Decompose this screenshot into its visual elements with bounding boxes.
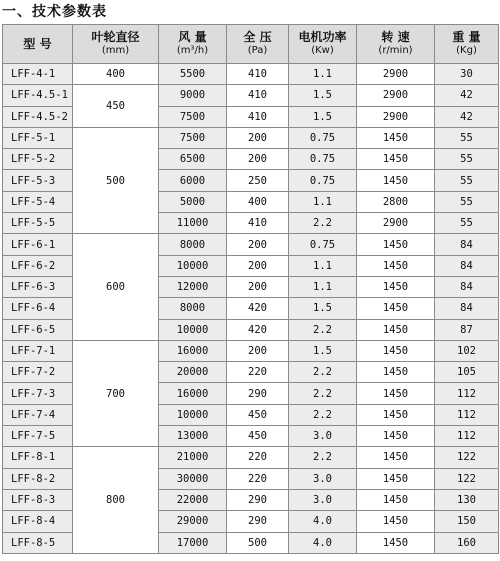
cell-model: LFF-5-2: [3, 149, 73, 170]
tech-spec-table: [2, 24, 499, 554]
cell-power: 1.1: [289, 191, 357, 212]
cell-speed: 1450: [357, 234, 435, 255]
cell-model: LFF-5-5: [3, 213, 73, 234]
cell-speed: 1450: [357, 340, 435, 361]
cell-diameter: 450: [73, 85, 159, 128]
cell-pressure: 410: [227, 213, 289, 234]
cell-power: 1.1: [289, 64, 357, 85]
cell-airflow: 7500: [159, 127, 227, 148]
cell-pressure: 250: [227, 170, 289, 191]
cell-weight: 87: [435, 319, 499, 340]
cell-pressure: 410: [227, 64, 289, 85]
cell-model: LFF-7-1: [3, 340, 73, 361]
table-row: [3, 64, 499, 85]
cell-speed: 1450: [357, 383, 435, 404]
cell-diameter: 500: [73, 127, 159, 233]
cell-airflow: 10000: [159, 255, 227, 276]
cell-pressure: 420: [227, 298, 289, 319]
table-row: [3, 447, 499, 468]
cell-airflow: 17000: [159, 532, 227, 553]
cell-model: LFF-6-4: [3, 298, 73, 319]
table-row: [3, 127, 499, 148]
cell-weight: 55: [435, 213, 499, 234]
cell-power: 0.75: [289, 127, 357, 148]
cell-diameter: 800: [73, 447, 159, 553]
cell-pressure: 220: [227, 468, 289, 489]
cell-pressure: 220: [227, 447, 289, 468]
cell-weight: 84: [435, 234, 499, 255]
cell-model: LFF-7-4: [3, 404, 73, 425]
cell-pressure: 200: [227, 255, 289, 276]
cell-weight: 55: [435, 127, 499, 148]
cell-speed: 2900: [357, 106, 435, 127]
cell-weight: 112: [435, 426, 499, 447]
cell-model: LFF-8-2: [3, 468, 73, 489]
cell-speed: 1450: [357, 489, 435, 510]
cell-airflow: 8000: [159, 234, 227, 255]
cell-airflow: 13000: [159, 426, 227, 447]
cell-pressure: 410: [227, 106, 289, 127]
cell-airflow: 11000: [159, 213, 227, 234]
cell-speed: 1450: [357, 298, 435, 319]
cell-power: 2.2: [289, 319, 357, 340]
cell-diameter: 400: [73, 64, 159, 85]
header-diameter: 叶轮直径 (mm): [73, 25, 159, 64]
cell-speed: 2800: [357, 191, 435, 212]
cell-speed: 1450: [357, 511, 435, 532]
cell-speed: 1450: [357, 426, 435, 447]
header-row: [3, 25, 499, 64]
cell-weight: 84: [435, 298, 499, 319]
table-body: [3, 64, 499, 554]
cell-model: LFF-7-5: [3, 426, 73, 447]
cell-weight: 55: [435, 149, 499, 170]
header-pressure: 全 压 (Pa): [227, 25, 289, 64]
cell-airflow: 7500: [159, 106, 227, 127]
cell-power: 4.0: [289, 511, 357, 532]
cell-speed: 1450: [357, 468, 435, 489]
cell-pressure: 290: [227, 383, 289, 404]
cell-airflow: 22000: [159, 489, 227, 510]
cell-pressure: 200: [227, 276, 289, 297]
cell-pressure: 200: [227, 340, 289, 361]
cell-pressure: 290: [227, 511, 289, 532]
table-row: [3, 85, 499, 106]
cell-power: 1.5: [289, 340, 357, 361]
cell-pressure: 200: [227, 234, 289, 255]
cell-model: LFF-6-3: [3, 276, 73, 297]
cell-model: LFF-7-3: [3, 383, 73, 404]
cell-power: 2.2: [289, 383, 357, 404]
cell-power: 1.5: [289, 85, 357, 106]
cell-airflow: 20000: [159, 362, 227, 383]
cell-weight: 30: [435, 64, 499, 85]
cell-weight: 55: [435, 191, 499, 212]
cell-weight: 122: [435, 447, 499, 468]
cell-power: 0.75: [289, 170, 357, 191]
cell-speed: 2900: [357, 213, 435, 234]
cell-power: 4.0: [289, 532, 357, 553]
cell-power: 0.75: [289, 149, 357, 170]
cell-power: 2.2: [289, 404, 357, 425]
cell-speed: 1450: [357, 532, 435, 553]
cell-speed: 1450: [357, 170, 435, 191]
cell-weight: 84: [435, 255, 499, 276]
cell-weight: 42: [435, 85, 499, 106]
cell-airflow: 30000: [159, 468, 227, 489]
cell-airflow: 10000: [159, 319, 227, 340]
cell-airflow: 21000: [159, 447, 227, 468]
cell-airflow: 8000: [159, 298, 227, 319]
cell-airflow: 16000: [159, 340, 227, 361]
cell-model: LFF-6-1: [3, 234, 73, 255]
cell-model: LFF-6-2: [3, 255, 73, 276]
cell-pressure: 290: [227, 489, 289, 510]
header-model: 型 号: [3, 25, 73, 64]
cell-speed: 2900: [357, 85, 435, 106]
cell-model: LFF-5-3: [3, 170, 73, 191]
cell-diameter: 600: [73, 234, 159, 340]
cell-airflow: 10000: [159, 404, 227, 425]
cell-airflow: 5000: [159, 191, 227, 212]
cell-airflow: 29000: [159, 511, 227, 532]
cell-model: LFF-5-4: [3, 191, 73, 212]
cell-model: LFF-7-2: [3, 362, 73, 383]
cell-power: 1.5: [289, 298, 357, 319]
cell-pressure: 410: [227, 85, 289, 106]
table-row: [3, 234, 499, 255]
cell-speed: 1450: [357, 319, 435, 340]
cell-model: LFF-8-3: [3, 489, 73, 510]
cell-airflow: 6500: [159, 149, 227, 170]
header-airflow: 风 量 (m³/h): [159, 25, 227, 64]
table-row: [3, 340, 499, 361]
cell-speed: 1450: [357, 447, 435, 468]
cell-pressure: 220: [227, 362, 289, 383]
cell-speed: 1450: [357, 127, 435, 148]
cell-weight: 160: [435, 532, 499, 553]
cell-speed: 2900: [357, 64, 435, 85]
cell-pressure: 450: [227, 426, 289, 447]
cell-weight: 42: [435, 106, 499, 127]
cell-weight: 112: [435, 383, 499, 404]
cell-model: LFF-6-5: [3, 319, 73, 340]
cell-airflow: 12000: [159, 276, 227, 297]
cell-model: LFF-5-1: [3, 127, 73, 148]
cell-power: 1.1: [289, 276, 357, 297]
cell-speed: 1450: [357, 276, 435, 297]
cell-weight: 105: [435, 362, 499, 383]
cell-weight: 130: [435, 489, 499, 510]
cell-model: LFF-8-4: [3, 511, 73, 532]
cell-model: LFF-4-1: [3, 64, 73, 85]
cell-pressure: 420: [227, 319, 289, 340]
cell-power: 0.75: [289, 234, 357, 255]
cell-model: LFF-4.5-1: [3, 85, 73, 106]
cell-weight: 112: [435, 404, 499, 425]
cell-power: 1.5: [289, 106, 357, 127]
cell-model: LFF-4.5-2: [3, 106, 73, 127]
cell-speed: 1450: [357, 362, 435, 383]
cell-airflow: 9000: [159, 85, 227, 106]
cell-weight: 122: [435, 468, 499, 489]
cell-speed: 1450: [357, 255, 435, 276]
cell-power: 2.2: [289, 213, 357, 234]
cell-power: 2.2: [289, 362, 357, 383]
cell-model: LFF-8-1: [3, 447, 73, 468]
cell-weight: 84: [435, 276, 499, 297]
cell-pressure: 400: [227, 191, 289, 212]
cell-power: 1.1: [289, 255, 357, 276]
header-weight: 重 量 (Kg): [435, 25, 499, 64]
cell-weight: 150: [435, 511, 499, 532]
cell-airflow: 6000: [159, 170, 227, 191]
cell-weight: 55: [435, 170, 499, 191]
cell-speed: 1450: [357, 149, 435, 170]
cell-airflow: 16000: [159, 383, 227, 404]
cell-power: 3.0: [289, 426, 357, 447]
cell-diameter: 700: [73, 340, 159, 446]
cell-pressure: 200: [227, 149, 289, 170]
cell-power: 3.0: [289, 489, 357, 510]
cell-pressure: 500: [227, 532, 289, 553]
cell-pressure: 200: [227, 127, 289, 148]
cell-pressure: 450: [227, 404, 289, 425]
cell-power: 3.0: [289, 468, 357, 489]
section-title: 一、技术参数表: [2, 4, 107, 20]
cell-airflow: 5500: [159, 64, 227, 85]
cell-speed: 1450: [357, 404, 435, 425]
cell-power: 2.2: [289, 447, 357, 468]
cell-model: LFF-8-5: [3, 532, 73, 553]
header-power: 电机功率 (Kw): [289, 25, 357, 64]
header-speed: 转 速 (r/min): [357, 25, 435, 64]
cell-weight: 102: [435, 340, 499, 361]
